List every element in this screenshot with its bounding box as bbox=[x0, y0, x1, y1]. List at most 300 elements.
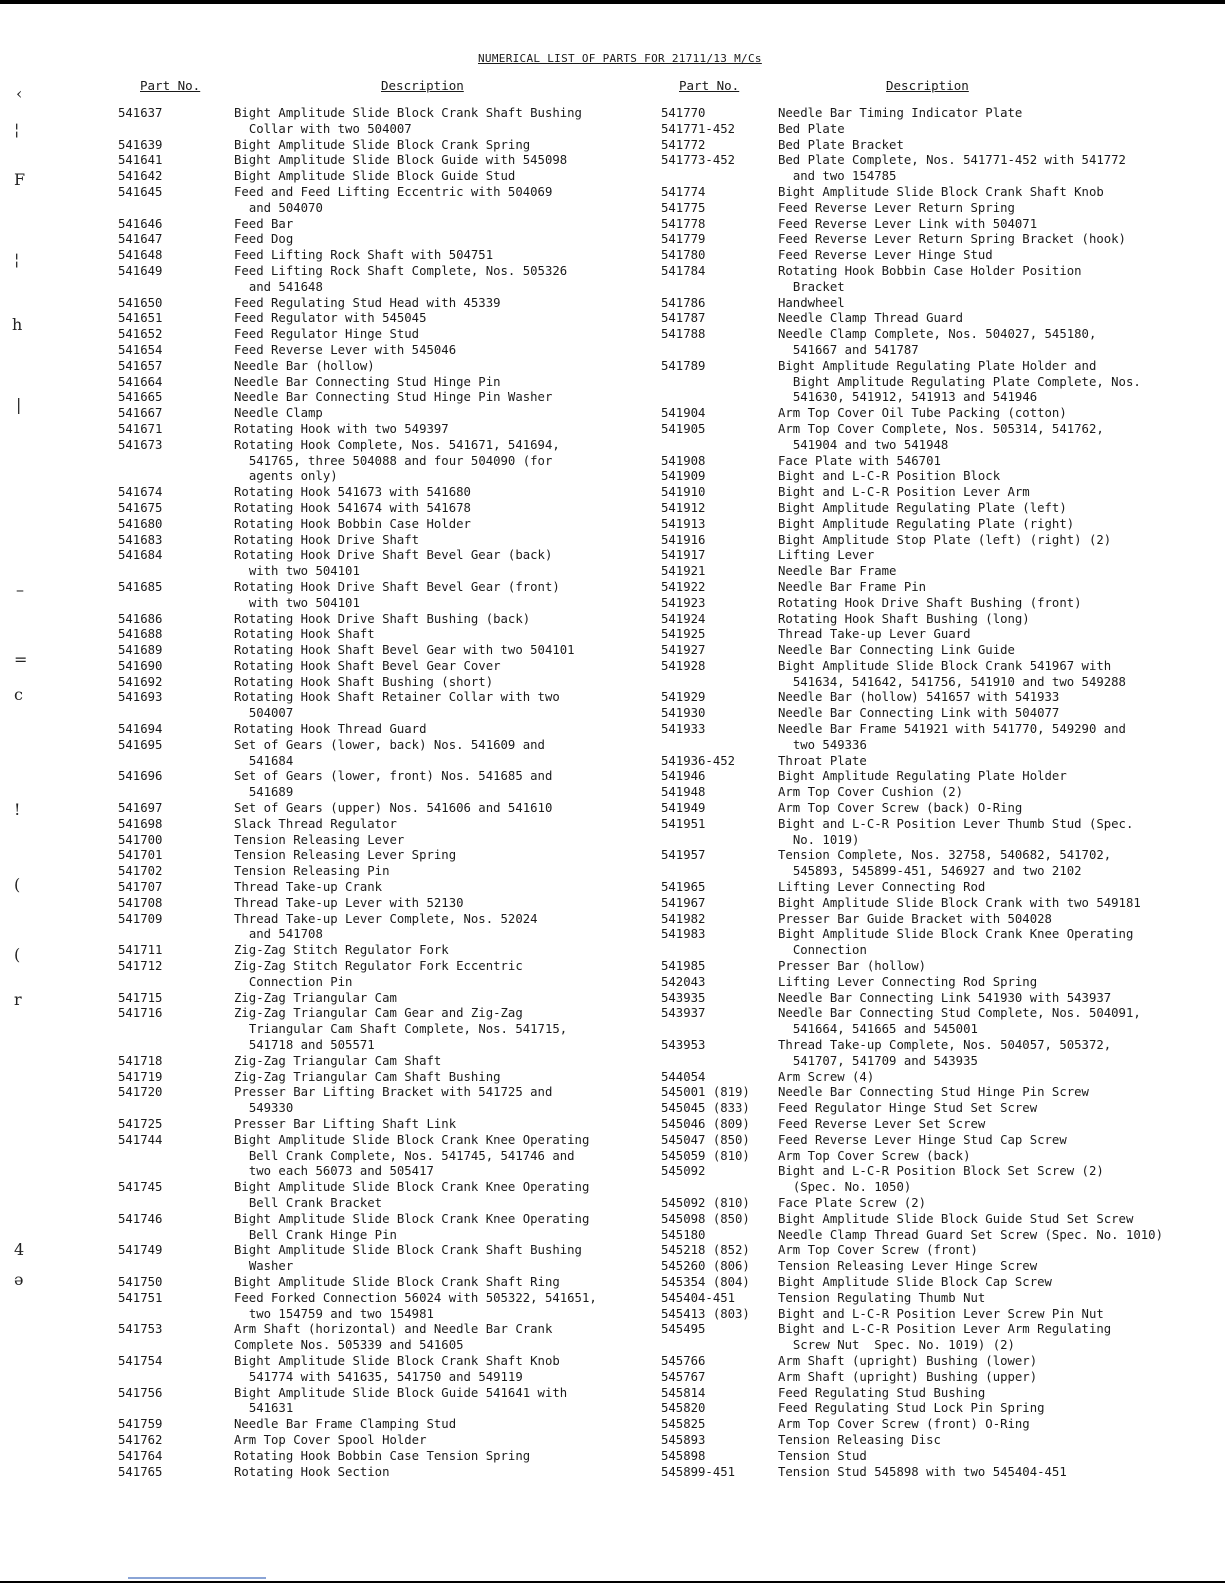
part-row bbox=[661, 769, 1221, 785]
part-row bbox=[661, 548, 1221, 564]
part-number: 541948 bbox=[661, 785, 706, 800]
part-number: 541744 bbox=[118, 1132, 163, 1147]
part-number: 541951 bbox=[661, 816, 706, 831]
part-description: Rotating Hook Section bbox=[234, 1464, 390, 1479]
part-row bbox=[661, 643, 1221, 659]
part-row bbox=[661, 880, 1221, 896]
part-number: 545766 bbox=[661, 1353, 706, 1368]
part-row bbox=[661, 1006, 1221, 1038]
part-row bbox=[661, 722, 1221, 754]
part-row bbox=[118, 359, 638, 375]
part-description: Rotating Hook Bobbin Case Tension Spring bbox=[234, 1448, 531, 1463]
part-row bbox=[661, 754, 1221, 770]
part-number: 541651 bbox=[118, 311, 163, 326]
part-number: 541719 bbox=[118, 1069, 163, 1084]
part-number: 541673 bbox=[118, 437, 163, 452]
part-description: Bight Amplitude Slide Block Crank 541967 with 541634, 541642, 541756, 541910 and two 549288 bbox=[778, 658, 1126, 689]
part-row bbox=[118, 501, 638, 517]
part-number: 545404-451 bbox=[661, 1290, 736, 1305]
part-number: 541756 bbox=[118, 1385, 163, 1400]
part-number: 545825 bbox=[661, 1417, 706, 1432]
part-description: Bight Amplitude Slide Block Crank Knee Operating Bell Crank Bracket bbox=[234, 1180, 590, 1210]
part-row bbox=[661, 264, 1221, 296]
part-description: Lifting Lever bbox=[778, 548, 875, 563]
part-row bbox=[118, 1085, 638, 1117]
part-row bbox=[118, 1054, 638, 1070]
part-number: 545413 (803) bbox=[661, 1306, 750, 1321]
part-number: 545092 (810) bbox=[661, 1195, 750, 1210]
part-description: Arm Top Cover Screw (back) O-Ring bbox=[778, 801, 1023, 816]
part-description: Thread Take-up Complete, Nos. 504057, 505372, 541707, 541709 and 543935 bbox=[778, 1038, 1112, 1068]
part-number: 541917 bbox=[661, 548, 706, 563]
part-row bbox=[118, 533, 638, 549]
part-description: Face Plate with 546701 bbox=[778, 453, 941, 468]
part-description: Slack Thread Regulator bbox=[234, 816, 397, 831]
part-row bbox=[661, 1354, 1221, 1370]
part-number: 541770 bbox=[661, 106, 706, 120]
part-number: 541957 bbox=[661, 848, 706, 863]
bottom-border bbox=[0, 1581, 1225, 1583]
part-description: Zig-Zag Triangular Cam Shaft bbox=[234, 1053, 442, 1068]
part-row bbox=[118, 612, 638, 628]
part-description: Feed Reverse Lever Link with 504071 bbox=[778, 216, 1038, 231]
part-row bbox=[661, 1370, 1221, 1386]
part-description: Arm Shaft (upright) Bushing (lower) bbox=[778, 1353, 1038, 1368]
part-number: 541709 bbox=[118, 911, 163, 926]
part-row bbox=[118, 817, 638, 833]
part-description: Needle Bar Connecting Stud Hinge Pin Screw bbox=[778, 1085, 1089, 1100]
part-number: 541909 bbox=[661, 469, 706, 484]
part-description: Needle Bar (hollow) 541657 with 541933 bbox=[778, 690, 1060, 705]
part-row bbox=[661, 533, 1221, 549]
part-number: 541698 bbox=[118, 816, 163, 831]
header-description-right: Description bbox=[886, 78, 969, 93]
part-number: 541905 bbox=[661, 421, 706, 436]
part-row bbox=[661, 1196, 1221, 1212]
part-row bbox=[661, 1117, 1221, 1133]
part-row bbox=[661, 106, 1221, 122]
part-number: 541708 bbox=[118, 895, 163, 910]
part-row bbox=[118, 1070, 638, 1086]
part-description: Arm Shaft (horizontal) and Needle Bar Crank Complete Nos. 505339 and 541605 bbox=[234, 1322, 553, 1353]
part-description: Tension Releasing Lever Hinge Screw bbox=[778, 1259, 1038, 1274]
part-row bbox=[661, 706, 1221, 722]
part-description: Rotating Hook Shaft Bevel Gear with two 504101 bbox=[234, 643, 575, 658]
part-description: Feed Reverse Lever with 545046 bbox=[234, 342, 457, 357]
part-row bbox=[118, 438, 638, 485]
part-description: Lifting Lever Connecting Rod Spring bbox=[778, 974, 1038, 989]
part-row bbox=[661, 1228, 1221, 1244]
part-description: Needle Bar Connecting Link with 504077 bbox=[778, 706, 1060, 721]
part-row bbox=[118, 548, 638, 580]
part-description: Zig-Zag Stitch Regulator Fork Eccentric Connection Pin bbox=[234, 959, 523, 989]
part-number: 541647 bbox=[118, 232, 163, 247]
part-number: 541685 bbox=[118, 579, 163, 594]
part-description: Rotating Hook Drive Shaft Bushing (front) bbox=[778, 595, 1082, 610]
part-row bbox=[661, 1322, 1221, 1354]
part-description: Arm Top Cover Complete, Nos. 505314, 541762, 541904 and two 541948 bbox=[778, 421, 1104, 452]
part-description: Arm Screw (4) bbox=[778, 1069, 875, 1084]
part-number: 541967 bbox=[661, 895, 706, 910]
part-row bbox=[118, 485, 638, 501]
part-row bbox=[661, 785, 1221, 801]
part-number: 541965 bbox=[661, 880, 706, 895]
part-description: Tension Stud 545898 with two 545404-451 bbox=[778, 1464, 1067, 1479]
part-description: Needle Clamp Thread Guard Set Screw (Spec. No. 1010) bbox=[778, 1227, 1163, 1242]
part-row bbox=[118, 848, 638, 864]
part-number: 541787 bbox=[661, 311, 706, 326]
part-row bbox=[118, 722, 638, 738]
part-number: 541665 bbox=[118, 390, 163, 405]
part-description: Rotating Hook Shaft Bushing (short) bbox=[234, 674, 494, 689]
part-row bbox=[118, 659, 638, 675]
part-number: 541930 bbox=[661, 706, 706, 721]
part-number: 541908 bbox=[661, 453, 706, 468]
header-part-no-right: Part No. bbox=[679, 78, 740, 93]
part-row bbox=[661, 801, 1221, 817]
part-row bbox=[661, 564, 1221, 580]
part-row bbox=[118, 1449, 638, 1465]
part-description: Bight Amplitude Slide Block Crank Shaft Ring bbox=[234, 1274, 560, 1289]
part-description: Bight and L-C-R Position Lever Arm bbox=[778, 485, 1030, 500]
part-number: 541690 bbox=[118, 658, 163, 673]
part-description: Rotating Hook Thread Guard bbox=[234, 722, 427, 737]
part-row bbox=[661, 296, 1221, 312]
part-row bbox=[661, 1133, 1221, 1149]
part-description: Needle Bar Frame Clamping Stud bbox=[234, 1417, 457, 1432]
part-description: Bight and L-C-R Position Block bbox=[778, 469, 1001, 484]
part-row bbox=[118, 627, 638, 643]
part-description: Tension Regulating Thumb Nut bbox=[778, 1290, 986, 1305]
part-description: Rotating Hook Drive Shaft Bushing (back) bbox=[234, 611, 531, 626]
part-row bbox=[118, 1133, 638, 1180]
part-row bbox=[118, 296, 638, 312]
part-number: 541916 bbox=[661, 532, 706, 547]
part-description: Rotating Hook Shaft Retainer Collar with two 504007 bbox=[234, 690, 560, 721]
part-row bbox=[661, 1417, 1221, 1433]
part-number: 545898 bbox=[661, 1448, 706, 1463]
part-row bbox=[118, 169, 638, 185]
part-row bbox=[118, 185, 638, 217]
part-row bbox=[661, 217, 1221, 233]
part-description: Bed Plate bbox=[778, 121, 845, 136]
part-description: Rotating Hook with two 549397 bbox=[234, 421, 449, 436]
part-number: 541985 bbox=[661, 959, 706, 974]
part-row bbox=[661, 1070, 1221, 1086]
part-description: Bight and L-C-R Position Lever Screw Pin Nut bbox=[778, 1306, 1104, 1321]
part-number: 541688 bbox=[118, 627, 163, 642]
part-description: Handwheel bbox=[778, 295, 845, 310]
part-row bbox=[118, 864, 638, 880]
part-row bbox=[118, 738, 638, 770]
part-description: Rotating Hook Bobbin Case Holder bbox=[234, 516, 471, 531]
part-description: Bight Amplitude Slide Block Guide 541641 with 541631 bbox=[234, 1385, 568, 1416]
part-row bbox=[661, 596, 1221, 612]
part-row bbox=[118, 1465, 638, 1481]
part-number: 541753 bbox=[118, 1322, 163, 1337]
part-number: 545893 bbox=[661, 1432, 706, 1447]
part-number: 541922 bbox=[661, 579, 706, 594]
part-description: Zig-Zag Triangular Cam bbox=[234, 990, 397, 1005]
part-row bbox=[661, 912, 1221, 928]
part-description: Arm Top Cover Screw (front) bbox=[778, 1243, 978, 1258]
part-row bbox=[661, 454, 1221, 470]
part-number: 541921 bbox=[661, 564, 706, 579]
part-row bbox=[118, 406, 638, 422]
part-row bbox=[661, 232, 1221, 248]
part-description: Feed Regulating Stud Bushing bbox=[778, 1385, 986, 1400]
part-number: 541674 bbox=[118, 485, 163, 500]
part-row bbox=[661, 1433, 1221, 1449]
part-number: 541774 bbox=[661, 184, 706, 199]
part-row bbox=[661, 469, 1221, 485]
part-description: Feed Forked Connection 56024 with 505322, 541651, two 154759 and two 154981 bbox=[234, 1290, 597, 1321]
part-row bbox=[118, 153, 638, 169]
part-row bbox=[661, 659, 1221, 691]
part-description: Rotating Hook Drive Shaft Bevel Gear (front) with two 504101 bbox=[234, 579, 560, 610]
part-description: Needle Clamp Complete, Nos. 504027, 545180, 541667 and 541787 bbox=[778, 327, 1097, 357]
part-number: 541693 bbox=[118, 690, 163, 705]
part-row bbox=[661, 1101, 1221, 1117]
part-number: 545820 bbox=[661, 1401, 706, 1416]
part-description: Bight Amplitude Slide Block Crank Shaft Knob bbox=[778, 184, 1104, 199]
part-description: Set of Gears (upper) Nos. 541606 and 541610 bbox=[234, 801, 553, 816]
part-number: 541750 bbox=[118, 1274, 163, 1289]
part-description: Feed and Feed Lifting Eccentric with 504069 and 504070 bbox=[234, 184, 553, 215]
part-description: Feed Regulating Stud Head with 45339 bbox=[234, 295, 501, 310]
part-row bbox=[661, 517, 1221, 533]
part-description: Needle Bar Timing Indicator Plate bbox=[778, 106, 1023, 120]
part-description: Rotating Hook Drive Shaft Bevel Gear (back) with two 504101 bbox=[234, 548, 553, 579]
part-number: 541694 bbox=[118, 722, 163, 737]
part-row bbox=[661, 201, 1221, 217]
part-row bbox=[661, 1401, 1221, 1417]
part-description: Arm Shaft (upright) Bushing (upper) bbox=[778, 1369, 1038, 1384]
part-number: 541696 bbox=[118, 769, 163, 784]
part-number: 541642 bbox=[118, 169, 163, 184]
part-number: 541771-452 bbox=[661, 121, 736, 136]
part-description: Set of Gears (lower, back) Nos. 541609 and 541684 bbox=[234, 737, 545, 768]
part-row bbox=[118, 801, 638, 817]
part-row bbox=[661, 1259, 1221, 1275]
part-description: Arm Top Cover Spool Holder bbox=[234, 1432, 427, 1447]
part-number: 541912 bbox=[661, 500, 706, 515]
part-row bbox=[661, 848, 1221, 880]
part-description: Thread Take-up Crank bbox=[234, 880, 383, 895]
part-number: 541715 bbox=[118, 990, 163, 1005]
part-description: Needle Bar Connecting Link Guide bbox=[778, 643, 1015, 658]
part-number: 541652 bbox=[118, 327, 163, 342]
part-number: 541646 bbox=[118, 216, 163, 231]
part-description: Rotating Hook Bobbin Case Holder Position Bracket bbox=[778, 263, 1082, 294]
part-number: 541700 bbox=[118, 832, 163, 847]
part-number: 541784 bbox=[661, 263, 706, 278]
part-description: Bight Amplitude Slide Block Crank Spring bbox=[234, 137, 531, 152]
part-row bbox=[118, 1006, 638, 1053]
part-row bbox=[661, 1386, 1221, 1402]
part-description: Bed Plate Bracket bbox=[778, 137, 904, 152]
part-row bbox=[118, 343, 638, 359]
part-description: Tension Releasing Lever bbox=[234, 832, 405, 847]
part-row bbox=[661, 1038, 1221, 1070]
part-description: Bight Amplitude Regulating Plate (right) bbox=[778, 516, 1075, 531]
part-row bbox=[661, 153, 1221, 185]
part-row bbox=[661, 1449, 1221, 1465]
part-number: 545098 (850) bbox=[661, 1211, 750, 1226]
part-description: Needle Clamp Thread Guard bbox=[778, 311, 964, 326]
part-row bbox=[118, 991, 638, 1007]
part-row bbox=[118, 1275, 638, 1291]
part-description: Needle Clamp bbox=[234, 406, 323, 421]
part-number: 541779 bbox=[661, 232, 706, 247]
part-description: Needle Bar Connecting Stud Hinge Pin Washer bbox=[234, 390, 553, 405]
part-row bbox=[661, 138, 1221, 154]
part-description: Presser Bar Guide Bracket with 504028 bbox=[778, 911, 1052, 926]
header-part-no-left: Part No. bbox=[140, 78, 201, 93]
part-number: 541671 bbox=[118, 421, 163, 436]
part-description: Tension Releasing Lever Spring bbox=[234, 848, 457, 863]
part-description: Bight and L-C-R Position Lever Thumb Stud (Spec. No. 1019) bbox=[778, 816, 1134, 847]
part-number: 541754 bbox=[118, 1353, 163, 1368]
part-row bbox=[661, 185, 1221, 201]
part-number: 541692 bbox=[118, 674, 163, 689]
part-row bbox=[118, 327, 638, 343]
part-description: Lifting Lever Connecting Rod bbox=[778, 880, 986, 895]
part-number: 541936-452 bbox=[661, 753, 736, 768]
part-description: Bight Amplitude Slide Block Guide with 545098 bbox=[234, 153, 568, 168]
part-number: 541764 bbox=[118, 1448, 163, 1463]
part-number: 541789 bbox=[661, 358, 706, 373]
page-title: NUMERICAL LIST OF PARTS FOR 21711/13 M/Cs bbox=[478, 52, 762, 65]
part-row bbox=[661, 1085, 1221, 1101]
part-number: 541751 bbox=[118, 1290, 163, 1305]
part-row bbox=[118, 232, 638, 248]
part-row bbox=[118, 675, 638, 691]
part-number: 541745 bbox=[118, 1180, 163, 1195]
part-number: 541786 bbox=[661, 295, 706, 310]
part-number: 541775 bbox=[661, 200, 706, 215]
part-row bbox=[118, 1386, 638, 1418]
part-description: Arm Top Cover Oil Tube Packing (cotton) bbox=[778, 406, 1067, 421]
part-number: 541711 bbox=[118, 943, 163, 958]
part-row bbox=[118, 1243, 638, 1275]
part-description: Presser Bar Lifting Bracket with 541725 and 549330 bbox=[234, 1085, 553, 1116]
part-number: 541650 bbox=[118, 295, 163, 310]
part-description: Tension Stud bbox=[778, 1448, 867, 1463]
part-number: 541929 bbox=[661, 690, 706, 705]
part-row bbox=[118, 959, 638, 991]
part-description: Feed Reverse Lever Set Screw bbox=[778, 1117, 986, 1131]
part-description: Feed Reverse Lever Return Spring Bracket (hook) bbox=[778, 232, 1126, 247]
part-number: 545767 bbox=[661, 1369, 706, 1384]
part-number: 541788 bbox=[661, 327, 706, 342]
part-number: 541772 bbox=[661, 137, 706, 152]
part-description: Bight Amplitude Slide Block Crank with two 549181 bbox=[778, 895, 1141, 910]
part-number: 541684 bbox=[118, 548, 163, 563]
part-description: Bight Amplitude Slide Block Crank Knee Operating Bell Crank Complete, Nos. 541745, 541746 and two each 56073 and 505417 bbox=[234, 1132, 590, 1179]
part-number: 541933 bbox=[661, 722, 706, 737]
part-description: Feed Regulator Hinge Stud Set Screw bbox=[778, 1101, 1038, 1116]
part-row bbox=[118, 643, 638, 659]
part-number: 545059 (810) bbox=[661, 1148, 750, 1163]
part-number: 541780 bbox=[661, 248, 706, 263]
part-description: Bight Amplitude Regulating Plate Holder and Bight Amplitude Regulating Plate Complete, Nos. 541630, 541912, 541913 and 541946 bbox=[778, 358, 1141, 405]
part-description: Zig-Zag Stitch Regulator Fork bbox=[234, 943, 449, 958]
part-number: 541648 bbox=[118, 248, 163, 263]
part-row bbox=[661, 1275, 1221, 1291]
part-number: 545047 (850) bbox=[661, 1132, 750, 1147]
part-row bbox=[661, 975, 1221, 991]
part-number: 541924 bbox=[661, 611, 706, 626]
part-description: Rotating Hook 541674 with 541678 bbox=[234, 500, 471, 515]
part-number: 541773-452 bbox=[661, 153, 736, 168]
part-description: Thread Take-up Lever Guard bbox=[778, 627, 971, 642]
part-description: Arm Top Cover Cushion (2) bbox=[778, 785, 964, 800]
part-number: 545354 (804) bbox=[661, 1274, 750, 1289]
part-row bbox=[118, 1291, 638, 1323]
part-number: 541657 bbox=[118, 358, 163, 373]
part-number: 541680 bbox=[118, 516, 163, 531]
part-row bbox=[661, 248, 1221, 264]
part-number: 541759 bbox=[118, 1417, 163, 1432]
part-description: Needle Bar Frame 541921 with 541770, 549290 and two 549336 bbox=[778, 722, 1126, 752]
part-row bbox=[118, 264, 638, 296]
part-row bbox=[661, 1243, 1221, 1259]
part-description: Zig-Zag Triangular Cam Gear and Zig-Zag Triangular Cam Shaft Complete, Nos. 541715, 541718 and 505571 bbox=[234, 1006, 568, 1053]
part-number: 541702 bbox=[118, 864, 163, 879]
part-number: 541904 bbox=[661, 406, 706, 421]
part-description: Feed Regulator with 545045 bbox=[234, 311, 427, 326]
part-description: Bight Amplitude Regulating Plate (left) bbox=[778, 500, 1067, 515]
part-number: 541697 bbox=[118, 801, 163, 816]
part-row bbox=[118, 1354, 638, 1386]
part-description: Feed Regulator Hinge Stud bbox=[234, 327, 420, 342]
part-description: Bight and L-C-R Position Lever Arm Regulating Screw Nut Spec. No. 1019) (2) bbox=[778, 1322, 1112, 1353]
part-number: 545814 bbox=[661, 1385, 706, 1400]
part-number: 545260 (806) bbox=[661, 1259, 750, 1274]
part-row bbox=[118, 390, 638, 406]
part-number: 545495 bbox=[661, 1322, 706, 1337]
part-description: Feed Lifting Rock Shaft with 504751 bbox=[234, 248, 494, 263]
part-number: 541664 bbox=[118, 374, 163, 389]
part-row bbox=[661, 1149, 1221, 1165]
part-description: Rotating Hook Drive Shaft bbox=[234, 532, 420, 547]
part-number: 541707 bbox=[118, 880, 163, 895]
part-description: Bight Amplitude Slide Block Crank Shaft Bushing Washer bbox=[234, 1243, 582, 1274]
part-number: 541949 bbox=[661, 801, 706, 816]
part-row bbox=[118, 580, 638, 612]
part-description: Rotating Hook Shaft Bushing (long) bbox=[778, 611, 1030, 626]
part-number: 541913 bbox=[661, 516, 706, 531]
part-row bbox=[661, 406, 1221, 422]
part-description: Throat Plate bbox=[778, 753, 867, 768]
part-description: Needle Bar Connecting Stud Complete, Nos. 504091, 541664, 541665 and 545001 bbox=[778, 1006, 1141, 1037]
part-row bbox=[661, 627, 1221, 643]
part-row bbox=[118, 912, 638, 944]
part-number: 543935 bbox=[661, 990, 706, 1005]
part-row bbox=[661, 359, 1221, 406]
part-description: Bight Amplitude Slide Block Crank Knee Operating Connection bbox=[778, 927, 1134, 958]
part-description: Bight Amplitude Slide Block Guide Stud bbox=[234, 169, 516, 184]
part-description: Tension Releasing Pin bbox=[234, 864, 390, 879]
part-row bbox=[661, 817, 1221, 849]
part-row bbox=[661, 991, 1221, 1007]
part-row bbox=[118, 248, 638, 264]
part-description: Tension Releasing Disc bbox=[778, 1432, 941, 1447]
part-number: 541927 bbox=[661, 643, 706, 658]
part-row bbox=[118, 311, 638, 327]
top-border bbox=[0, 0, 1225, 4]
